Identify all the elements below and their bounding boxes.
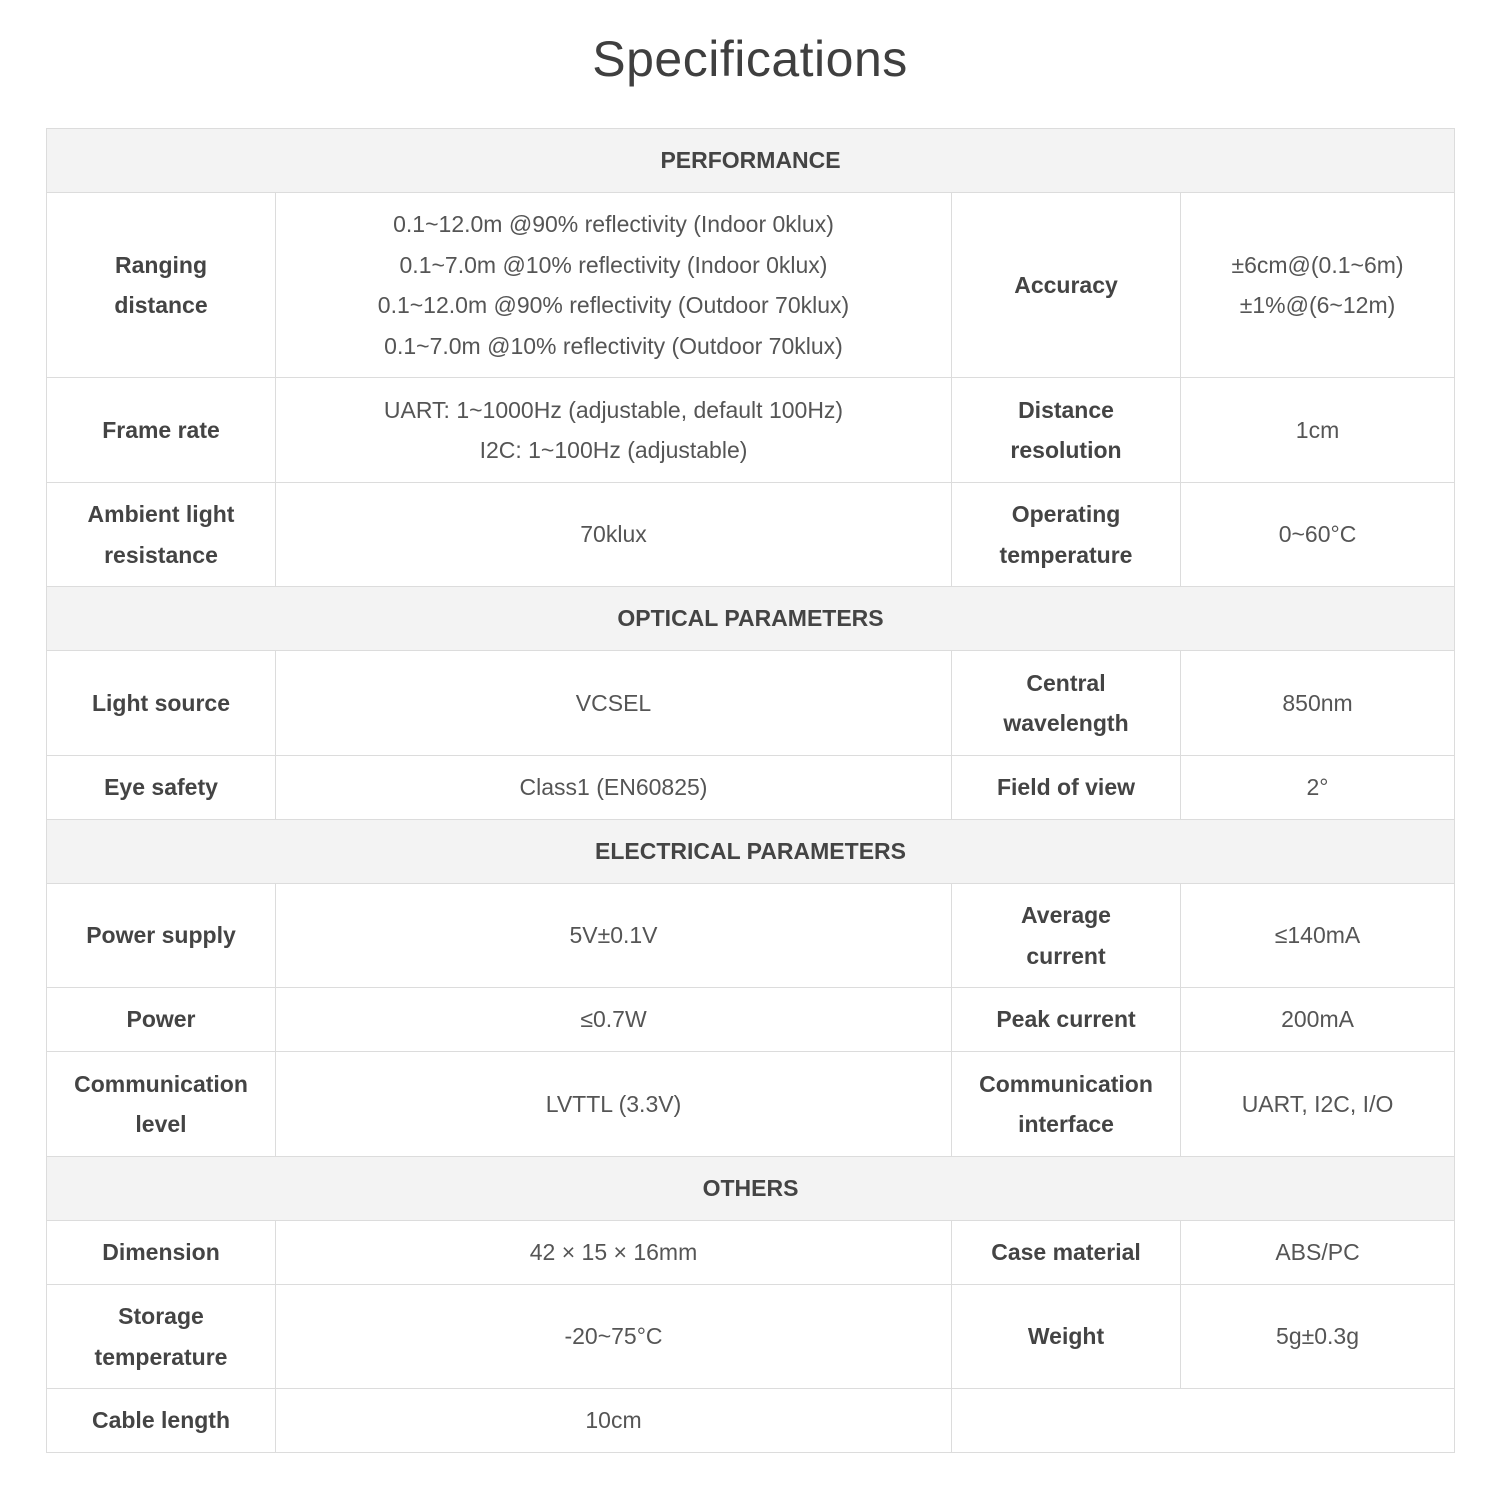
spec-row — [47, 756, 1455, 820]
spec-label-storage-temperature: Storage temperature — [47, 1285, 276, 1389]
spec-label-eye-safety: Eye safety — [47, 756, 276, 820]
spec-value-field-of-view: 2° — [1181, 756, 1455, 820]
section-header-row — [47, 820, 1455, 884]
spec-value-communication-level: LVTTL (3.3V) — [276, 1052, 952, 1157]
section-title-electrical: ELECTRICAL PARAMETERS — [47, 820, 1455, 884]
spec-value-ranging-distance — [276, 193, 952, 378]
spec-label-communication-interface: Communication interface — [952, 1052, 1181, 1157]
spec-label-case-material: Case material — [952, 1221, 1181, 1285]
spec-value-frame-rate — [276, 378, 952, 483]
spec-row — [47, 1221, 1455, 1285]
distance-resolution-label-text: Distance resolution — [1010, 396, 1122, 463]
spec-value-power: ≤0.7W — [276, 988, 952, 1052]
section-header-row — [47, 587, 1455, 651]
spec-label-peak-current: Peak current — [952, 988, 1181, 1052]
spec-value-cable-length: 10cm — [276, 1389, 952, 1453]
spec-label-distance-resolution — [952, 378, 1181, 483]
spec-label-power-supply: Power supply — [47, 884, 276, 988]
spec-value-eye-safety: Class1 (EN60825) — [276, 756, 952, 820]
spec-row — [47, 483, 1455, 587]
section-title-optical: OPTICAL PARAMETERS — [47, 587, 1455, 651]
spec-row — [47, 1389, 1455, 1453]
spec-value-average-current: ≤140mA — [1181, 884, 1455, 988]
spec-row — [47, 884, 1455, 988]
empty-cell — [952, 1389, 1455, 1453]
central-wavelength-label-text: Central wavelength — [1003, 669, 1129, 736]
spec-value-peak-current: 200mA — [1181, 988, 1455, 1052]
section-title-performance: PERFORMANCE — [47, 129, 1455, 193]
spec-row — [47, 193, 1455, 378]
spec-value-central-wavelength: 850nm — [1181, 651, 1455, 756]
accuracy-line-2: ±1%@(6~12m) — [1239, 292, 1396, 318]
section-header-row — [47, 129, 1455, 193]
section-title-others: OTHERS — [47, 1157, 1455, 1221]
spec-value-case-material: ABS/PC — [1181, 1221, 1455, 1285]
ranging-distance-line-4: 0.1~7.0m @10% reflectivity (Outdoor 70klux) — [384, 332, 843, 359]
spec-row — [47, 1052, 1455, 1157]
ranging-distance-line-1: 0.1~12.0m @90% reflectivity (Indoor 0klux) — [393, 211, 834, 237]
frame-rate-line-2: I2C: 1~100Hz (adjustable) — [479, 437, 748, 463]
ranging-distance-line-2: 0.1~7.0m @10% reflectivity (Indoor 0klux) — [399, 251, 828, 278]
ranging-distance-line-3: 0.1~12.0m @90% reflectivity (Outdoor 70klux) — [377, 292, 850, 318]
spec-row — [47, 378, 1455, 483]
spec-row — [47, 988, 1455, 1052]
spec-label-communication-level: Communication level — [47, 1052, 276, 1157]
spec-value-dimension: 42 × 15 × 16mm — [276, 1221, 952, 1285]
spec-value-power-supply: 5V±0.1V — [276, 884, 952, 988]
spec-value-distance-resolution: 1cm — [1181, 378, 1455, 483]
accuracy-line-1: ±6cm@(0.1~6m) — [1231, 251, 1404, 278]
spec-label-dimension: Dimension — [47, 1221, 276, 1285]
spec-label-ranging-distance — [47, 193, 276, 378]
spec-value-communication-interface: UART, I2C, I/O — [1181, 1052, 1455, 1157]
specifications-table — [46, 128, 1455, 1453]
spec-value-weight: 5g±0.3g — [1181, 1285, 1455, 1389]
spec-label-light-source: Light source — [47, 651, 276, 756]
spec-row — [47, 651, 1455, 756]
frame-rate-line-1: UART: 1~1000Hz (adjustable, default 100Hz) — [383, 396, 844, 423]
ranging-distance-label-text: Ranging distance — [114, 251, 208, 318]
spec-label-weight: Weight — [952, 1285, 1181, 1389]
spec-label-operating-temperature: Operating temperature — [952, 483, 1181, 587]
spec-label-accuracy: Accuracy — [952, 193, 1181, 378]
page-title: Specifications — [592, 31, 908, 87]
spec-label-cable-length: Cable length — [47, 1389, 276, 1453]
spec-label-ambient-light-resistance: Ambient light resistance — [47, 483, 276, 587]
spec-value-light-source: VCSEL — [276, 651, 952, 756]
spec-value-accuracy — [1181, 193, 1455, 378]
spec-label-power: Power — [47, 988, 276, 1052]
spec-label-average-current — [952, 884, 1181, 988]
spec-value-ambient-light-resistance: 70klux — [276, 483, 952, 587]
spec-row — [47, 1285, 1455, 1389]
spec-label-field-of-view: Field of view — [952, 756, 1181, 820]
spec-label-central-wavelength — [952, 651, 1181, 756]
spec-label-frame-rate: Frame rate — [47, 378, 276, 483]
spec-value-operating-temperature: 0~60°C — [1181, 483, 1455, 587]
spec-value-storage-temperature: -20~75°C — [276, 1285, 952, 1389]
section-header-row — [47, 1157, 1455, 1221]
average-current-label-text: Average current — [1021, 902, 1111, 969]
